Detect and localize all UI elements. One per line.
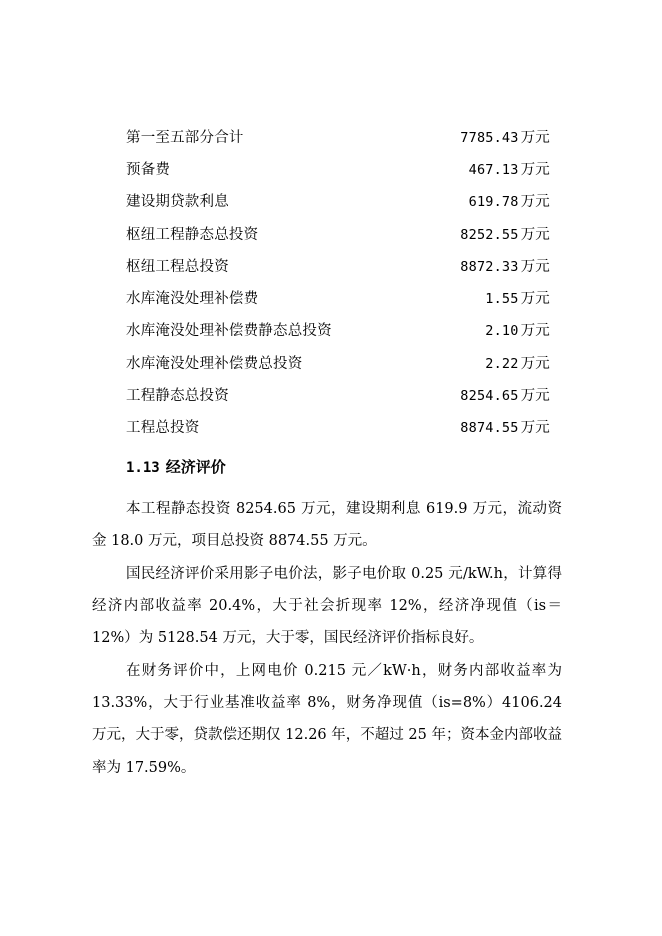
row-unit: 万元 [520, 420, 550, 437]
row-value [460, 223, 550, 244]
row-label: 水库淹没处理补偿费总投资 [126, 355, 303, 372]
row-unit: 万元 [520, 355, 550, 372]
row-amount: 7785.43 [460, 129, 519, 146]
row-unit: 万元 [520, 388, 550, 405]
row-unit: 万元 [520, 226, 550, 243]
row-label: 水库淹没处理补偿费 [126, 291, 259, 308]
table-row [126, 346, 550, 378]
row-label: 第一至五部分合计 [126, 129, 244, 146]
table-row [126, 281, 550, 313]
paragraph-national-economic-evaluation: 国民经济评价采用影子电价法，影子电价取 0.25 元/kW.h，计算得经济内部收益率 20.4%，大于社会折现率 12%，经济净现值（is＝12%）为 5128.54 万元，大于零，国民经济评价指标良好。 [92, 565, 562, 647]
table-row [126, 152, 550, 184]
row-unit: 万元 [520, 258, 550, 275]
row-unit: 万元 [520, 129, 550, 146]
investment-summary-table [126, 120, 550, 443]
row-label: 水库淹没处理补偿费静态总投资 [126, 323, 332, 340]
table-row [126, 217, 550, 249]
row-value [485, 352, 550, 373]
row-label: 枢纽工程静态总投资 [126, 226, 259, 243]
row-amount: 1.55 [485, 291, 519, 308]
section-heading [126, 456, 226, 477]
table-row [126, 249, 550, 281]
table-row [126, 120, 550, 152]
row-amount: 2.10 [485, 323, 519, 340]
table-row [126, 411, 550, 443]
paragraph-financial-evaluation: 在财务评价中，上网电价 0.215 元／kW·h，财务内部收益率为 13.33%，大于行业基准收益率 8%，财务净现值（is=8%）4106.24 万元，大于零，贷款偿还期仅 12.26 年，不超过 25 年；资本金内部收益率为 17.59%。 [92, 662, 562, 776]
paragraph-investment: 本工程静态投资 8254.65 万元，建设期利息 619.9 万元，流动资金 18.0 万元，项目总投资 8874.55 万元。 [92, 500, 562, 549]
row-value [460, 255, 550, 276]
row-unit: 万元 [520, 323, 550, 340]
row-unit: 万元 [520, 161, 550, 178]
row-value [469, 190, 550, 211]
row-amount: 467.13 [468, 161, 519, 178]
table-row [126, 185, 550, 217]
section-number: 1.13 [126, 460, 160, 476]
row-value [460, 384, 550, 405]
row-unit: 万元 [520, 194, 550, 211]
row-value [469, 158, 550, 179]
row-value [460, 126, 550, 147]
row-value [485, 287, 550, 308]
row-value [485, 319, 550, 340]
row-label: 预备费 [126, 161, 171, 178]
row-label: 建设期贷款利息 [126, 194, 229, 211]
row-label: 工程总投资 [126, 420, 200, 437]
section-title: 经济评价 [165, 458, 226, 476]
row-label: 枢纽工程总投资 [126, 258, 229, 275]
row-amount: 2.22 [485, 355, 519, 372]
row-amount: 8252.55 [460, 226, 519, 243]
table-row [126, 378, 550, 410]
table-row [126, 314, 550, 346]
row-amount: 8874.55 [460, 420, 519, 437]
row-label: 工程静态总投资 [126, 388, 229, 405]
row-unit: 万元 [520, 291, 550, 308]
row-amount: 619.78 [468, 194, 519, 211]
row-value [460, 416, 550, 437]
row-amount: 8872.33 [460, 258, 519, 275]
row-amount: 8254.65 [460, 388, 519, 405]
